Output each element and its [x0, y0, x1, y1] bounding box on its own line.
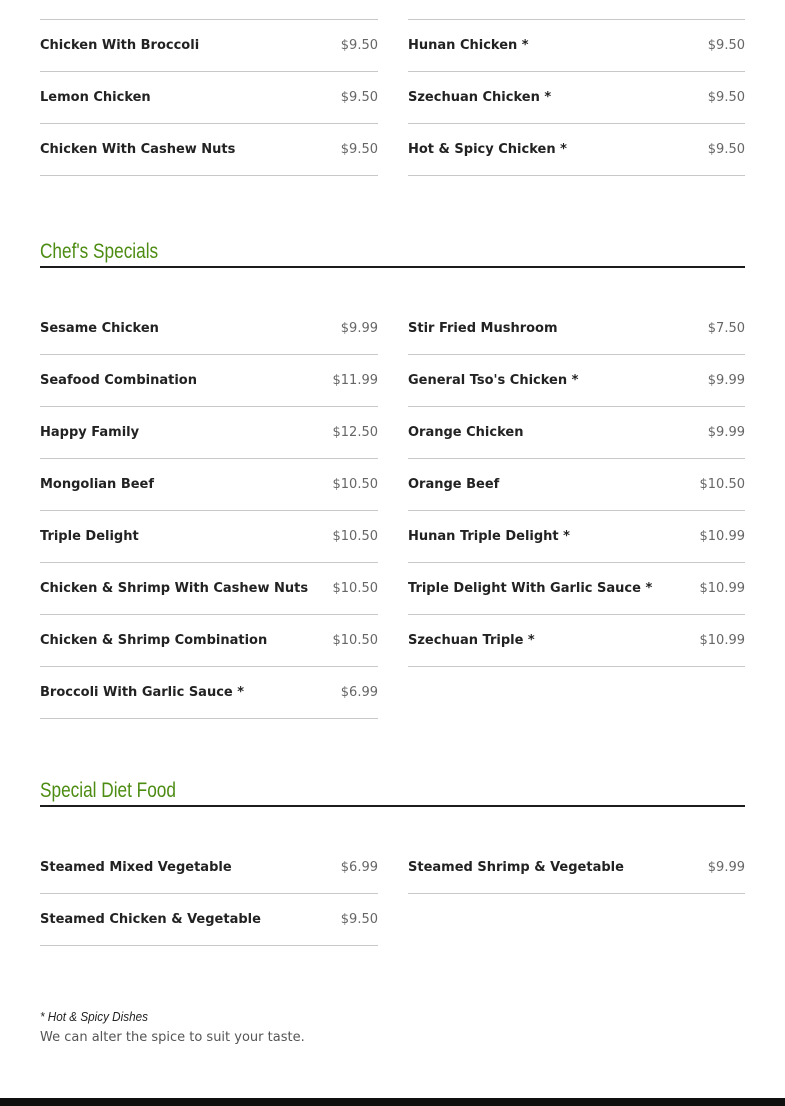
item-name: Sesame Chicken [40, 321, 159, 336]
menu-item [408, 303, 745, 355]
menu-item [408, 355, 745, 407]
item-price: $9.50 [340, 912, 378, 927]
menu-item [40, 459, 378, 511]
item-name: Hot & Spicy Chicken * [408, 142, 567, 157]
item-name: Chicken & Shrimp Combination [40, 633, 268, 648]
item-name: Chicken With Broccoli [40, 38, 200, 53]
menu-item [408, 842, 745, 894]
item-price [708, 0, 745, 1]
footer-bar [0, 1098, 785, 1106]
item-price: $10.99 [699, 633, 745, 648]
section-header-chefs-specials [40, 236, 745, 268]
item-name: Mongolian Beef [40, 477, 155, 492]
item-price [341, 0, 378, 1]
item-name: Szechuan Chicken * [408, 90, 552, 105]
item-price: $6.99 [340, 860, 378, 875]
menu-item [408, 407, 745, 459]
item-name: Lemon Chicken [40, 90, 151, 105]
item-price: $9.99 [340, 321, 378, 336]
item-price: $9.50 [707, 38, 745, 53]
section-title: Chef's Specials [40, 240, 159, 263]
item-price: $10.50 [332, 633, 378, 648]
menu-item [40, 72, 378, 124]
item-name: Steamed Chicken & Vegetable [40, 912, 261, 927]
item-price: $10.50 [332, 477, 378, 492]
item-name: Chicken & Shrimp With Cashew Nuts [40, 581, 309, 596]
item-price: $10.50 [332, 581, 378, 596]
item-price: $10.50 [332, 529, 378, 544]
menu-item [40, 20, 378, 72]
chicken-items-grid [40, 0, 745, 176]
item-price: $11.99 [332, 373, 378, 388]
item-price: $6.99 [340, 685, 378, 700]
item-price: $9.99 [707, 373, 745, 388]
item-name: Happy Family [40, 425, 140, 440]
menu-page [40, 0, 745, 1045]
special-diet-items-grid [40, 842, 745, 946]
menu-item [408, 563, 745, 615]
menu-item [40, 511, 378, 563]
menu-item [40, 615, 378, 667]
menu-item [40, 0, 378, 20]
menu-item [40, 563, 378, 615]
item-name: Hunan Triple Delight * [408, 529, 570, 544]
menu-item [408, 72, 745, 124]
item-price: $9.50 [340, 142, 378, 157]
item-price: $9.50 [340, 90, 378, 105]
menu-item [40, 407, 378, 459]
item-name: Broccoli With Garlic Sauce * [40, 685, 245, 700]
item-name [40, 0, 220, 1]
item-name: General Tso's Chicken * [408, 373, 579, 388]
item-price: $10.50 [699, 477, 745, 492]
item-name: Seafood Combination [40, 373, 197, 388]
item-name: Orange Chicken [408, 425, 524, 440]
menu-item [40, 842, 378, 894]
item-name: Orange Beef [408, 477, 500, 492]
menu-item [40, 303, 378, 355]
note-text: We can alter the spice to suit your taste. [40, 1030, 305, 1045]
item-price: $9.99 [707, 425, 745, 440]
menu-item [40, 894, 378, 946]
item-price: $10.99 [699, 581, 745, 596]
menu-item [40, 124, 378, 176]
note-title: * Hot & Spicy Dishes [40, 1009, 148, 1024]
item-name: Szechuan Triple * [408, 633, 535, 648]
menu-item [40, 355, 378, 407]
item-price: $9.99 [707, 860, 745, 875]
menu-item [40, 667, 378, 719]
item-price: $9.50 [340, 38, 378, 53]
item-name: Steamed Mixed Vegetable [40, 860, 232, 875]
menu-item [408, 20, 745, 72]
item-name [408, 0, 609, 1]
item-price: $7.50 [707, 321, 745, 336]
item-price: $9.50 [707, 142, 745, 157]
section-title: Special Diet Food [40, 779, 176, 802]
item-name: Hunan Chicken * [408, 38, 529, 53]
item-price: $12.50 [332, 425, 378, 440]
menu-item [408, 615, 745, 667]
item-price: $10.99 [699, 529, 745, 544]
item-name: Triple Delight [40, 529, 139, 544]
item-price: $9.50 [707, 90, 745, 105]
item-name: Chicken With Cashew Nuts [40, 142, 236, 157]
chefs-specials-items-grid [40, 303, 745, 719]
menu-item [408, 459, 745, 511]
item-name: Triple Delight With Garlic Sauce * [408, 581, 653, 596]
menu-item [408, 124, 745, 176]
spice-note [40, 1006, 745, 1045]
menu-item [408, 511, 745, 563]
section-header-special-diet [40, 775, 745, 807]
item-name: Stir Fried Mushroom [408, 321, 558, 336]
item-name: Steamed Shrimp & Vegetable [408, 860, 624, 875]
menu-item [408, 0, 745, 20]
